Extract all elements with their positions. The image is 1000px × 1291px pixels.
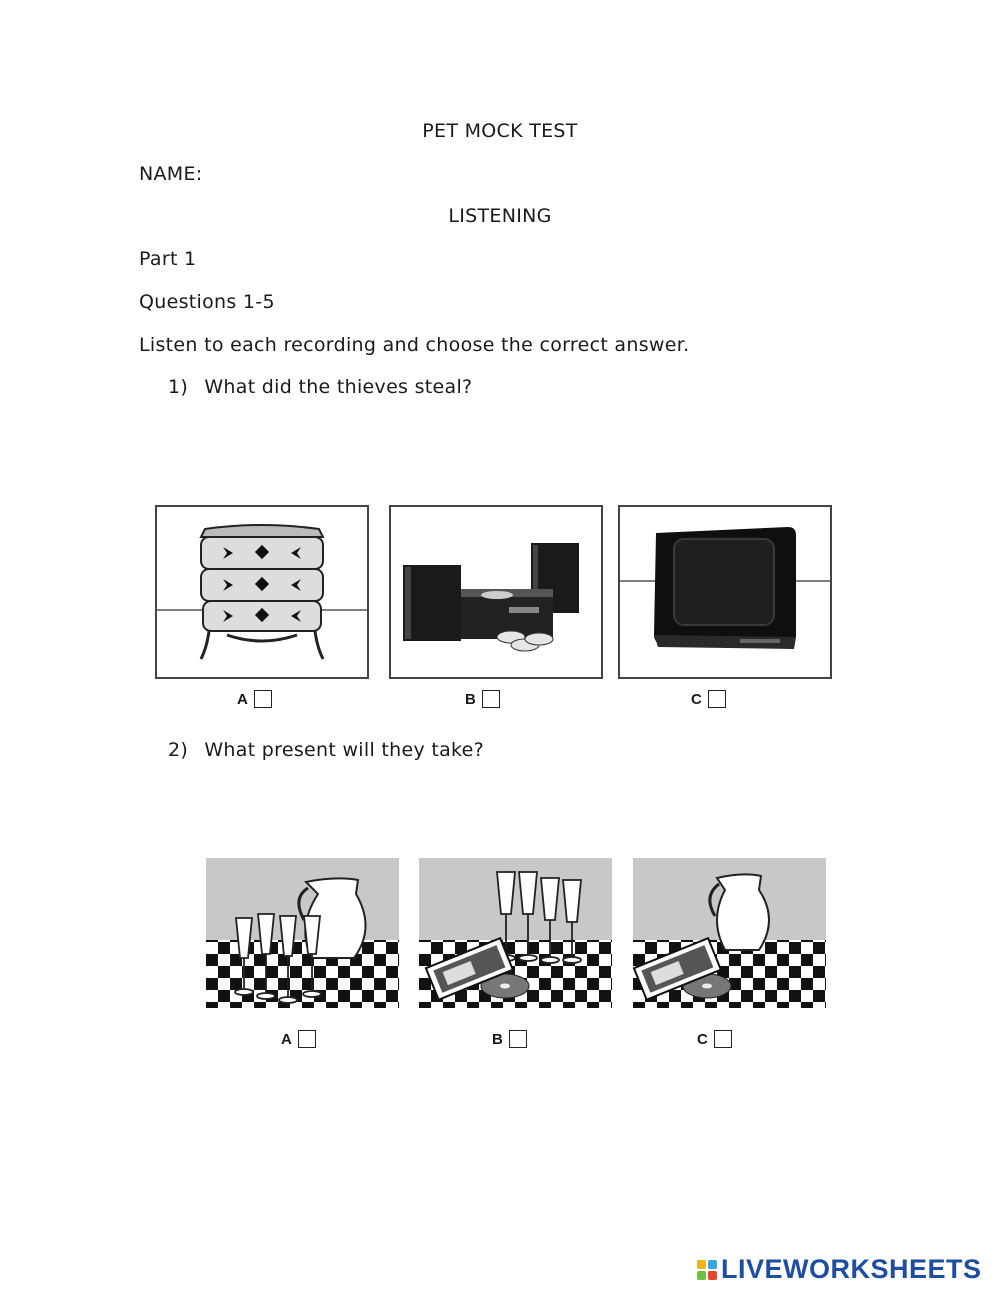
answer-checkbox[interactable]: [714, 1030, 732, 1048]
option-letter: C: [697, 1030, 708, 1048]
answer-checkbox[interactable]: [298, 1030, 316, 1048]
option-letter: B: [492, 1030, 503, 1048]
question-number: 1): [168, 376, 189, 398]
option-letter: C: [691, 690, 702, 708]
instruction-text: Listen to each recording and choose the correct answer.: [139, 334, 690, 356]
question-2: [168, 739, 484, 761]
question-number: 2): [168, 739, 189, 761]
brand-name: LIVEWORKSHEETS: [721, 1254, 982, 1284]
option-letter: A: [237, 690, 248, 708]
questions-range: Questions 1-5: [139, 291, 275, 313]
liveworksheets-logo[interactable]: [697, 1254, 982, 1285]
picture-glasses-and-jug: [206, 858, 399, 1008]
answer-checkbox[interactable]: [708, 690, 726, 708]
picture-chest-of-drawers: [155, 505, 369, 679]
picture-jug-video-cd: [633, 858, 826, 1008]
name-label: NAME:: [139, 163, 203, 185]
option-1a[interactable]: [237, 690, 272, 708]
picture-stereo-system: [389, 505, 603, 679]
option-2b[interactable]: [492, 1030, 527, 1048]
question-text: What did the thieves steal?: [204, 376, 473, 398]
picture-television: [618, 505, 832, 679]
logo-icon: [697, 1260, 717, 1280]
option-2a[interactable]: [281, 1030, 316, 1048]
picture-glasses-video-cd: [419, 858, 612, 1008]
option-letter: B: [465, 690, 476, 708]
option-1b[interactable]: [465, 690, 500, 708]
answer-checkbox[interactable]: [254, 690, 272, 708]
answer-checkbox[interactable]: [482, 690, 500, 708]
option-letter: A: [281, 1030, 292, 1048]
page-title: PET MOCK TEST: [422, 120, 578, 142]
answer-checkbox[interactable]: [509, 1030, 527, 1048]
question-text: What present will they take?: [204, 739, 485, 761]
part-label: Part 1: [139, 248, 197, 270]
option-1c[interactable]: [691, 690, 726, 708]
option-2c[interactable]: [697, 1030, 732, 1048]
question-1: [168, 376, 472, 398]
section-title: LISTENING: [448, 205, 552, 227]
